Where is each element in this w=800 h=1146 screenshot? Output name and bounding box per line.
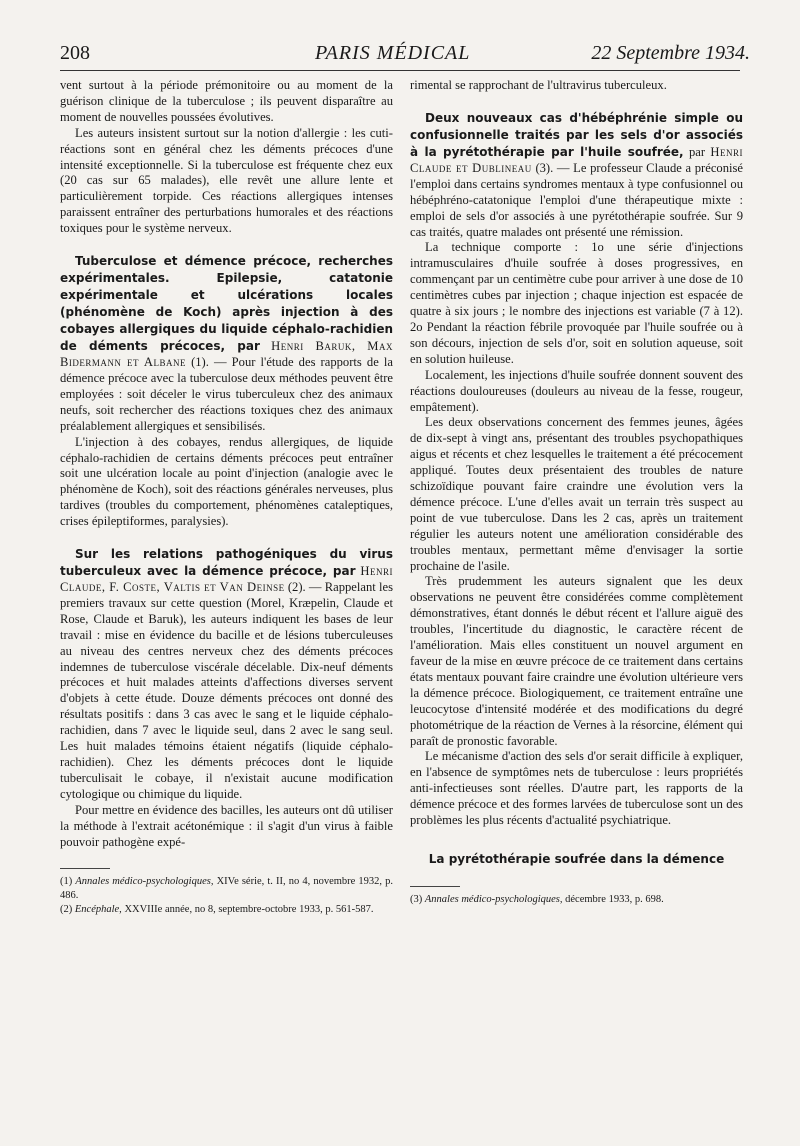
- paragraph: L'injection à des cobayes, rendus allergiques, de liquide céphalo-rachidien de certains déments précoces peut entraîner soit une ulcération locale au point d'injection (analogie avec le phénomène de Koch), soit des réactions générales nerveuses, plus tardives (troubles du comportement, phénomènes cataleptiques, crises épileptiformes, paralysies).: [60, 434, 393, 529]
- paragraph: Pour mettre en évidence des bacilles, les auteurs ont dû utiliser la méthode à l'extrait acétonémique : il s'agit d'un virus à faible pouvoir pathogène expé-: [60, 802, 393, 849]
- paragraph: rimental se rapprochant de l'ultravirus tuberculeux.: [410, 78, 667, 92]
- article-summary: [60, 253, 393, 435]
- paragraph: Le mécanisme d'action des sels d'or serait difficile à expliquer, en l'absence de symptômes nets de tuberculose : leurs propriétés anti-infectieuses sont réelles. D'autre part, les rapports de la démence précoce et des formes larvées de tuberculose sont un des problèmes les plus récents d'actualité psychiatrique.: [410, 749, 743, 828]
- article-authors: Henri Claude, F. Coste, Valtis et Van Deinse: [60, 564, 393, 595]
- article-title: Sur les relations pathogéniques du virus tuberculeux avec la démence précoce, par: [60, 547, 393, 579]
- running-head: PARIS MÉDICAL: [315, 42, 471, 64]
- paragraph: Localement, les injections d'huile soufrée donnent souvent des réactions douloureuses (douleurs au niveau de la fesse, rougeur, empâtement).: [410, 367, 743, 414]
- paragraph: Les auteurs insistent surtout sur la notion d'allergie : les cuti-réactions sont en général chez les déments précoces d'une intensité exceptionnelle. Si la tuberculose est fréquente chez eux (20 cas sur 65 malades), elle revêt une allure lente et particulièrement torpide. Ces réactions allergiques intenses paraissent entraîner des perturbations humorales et des réactions toxiques pour le système nerveux.: [60, 125, 393, 236]
- article-body: (3). — Le professeur Claude a préconisé l'emploi dans certains syndromes mentaux à type confusionnel ou hébéphréno-catatonique l'emploi d'une thérapeutique mixte : emploi de sels d'or associés à une pyrétothérapie soufrée. Sur 9 cas traités, quatre malades ont présenté une rémission.: [410, 160, 743, 239]
- article-title: Deux nouveaux cas d'hébéphrénie simple ou confusionnelle traités par les sels d'or associés à la pyrétothérapie par l'huile soufrée,: [410, 110, 743, 159]
- paragraph: Les deux observations concernent des femmes jeunes, âgées de dix-sept à vingt ans, présentant des troubles psychopathiques aigus et récents et chez lesquelles le traitement a été précocement appliqué. Toutes deux présentaient des troubles de nature schizoïdique pouvant faire craindre une évolution vers la démence précoce. L'une d'elles avait un terrain très suspect au point de vue tuberculose. Dans les 2 cas, après un traitement régulier les auteurs notent une amélioration considérable des troubles mentaux, permettant même d'envisager la sortie prochaine de l'asile.: [410, 415, 743, 573]
- issue-date: 22 Septembre 1934.: [591, 42, 750, 64]
- page-header: [60, 42, 750, 72]
- footnote: (1) Annales médico-psychologiques, XIVe série, t. II, no 4, novembre 1932, p. 486.: [60, 876, 394, 902]
- article-body: (1). — Pour l'étude des rapports de la démence précoce avec la tuberculose deux méthodes peuvent être employées : soit déceler le virus tuberculeux chez des animaux neufs, soit rechercher des réactions toxiques chez des animaux préalablement allergiques et sensibilisés.: [60, 355, 393, 433]
- footnote: (2) Encéphale, XXVIIIe année, no 8, septembre-octobre 1933, p. 561-587.: [60, 904, 374, 916]
- article-summary: [60, 546, 393, 803]
- article-title: La pyrétothérapie soufrée dans la démence: [428, 851, 725, 866]
- article-title: Tuberculose et démence précoce, recherches expérimentales. Epilepsie, catatonie expérimentale et ulcérations locales (phénomène de Koch) après injection à des cobayes allergiques du liquide céphalo-rachidien de déments précoces, par: [60, 254, 393, 354]
- article-summary: Deux nouveaux cas d'hébéphrénie simple ou confusionnelle traités par les sels d'or associés à la pyrétothérapie par l'huile soufrée, par Henri Claude et Dublineau (3). — Le professeur Claude a préconisé l'emploi dans certains syndromes mentaux à type confusionnel ou hébéphréno-catatonique l'emploi d'une thérapeutique mixte : emploi de sels d'or associés à une pyrétothérapie soufrée. Sur 9 cas traités, quatre malades ont présenté une rémission.: [410, 110, 743, 239]
- paragraph: vent surtout à la période prémonitoire ou au moment de la guérison clinique de la tuberculose ; ils peuvent disparaître au moment de nouvelles poussées évolutives.: [60, 78, 393, 124]
- paragraph: La technique comporte : 1o une série d'injections intramusculaires d'huile soufrée à doses progressives, en commençant par un centimètre cube pour arriver à une dose de 10 centimètres cubes par injection ; chaque injection est espacée de quatre à six jours ; le nombre des injections est variable (7 à 12). 2o Pendant la réaction fébrile provoquée par l'huile soufrée ou à son décours, injection de sels d'or, soit en solution aqueuse, soit en solution huileuse.: [410, 240, 743, 366]
- footnote: (3) Annales médico-psychologiques, décembre 1933, p. 698.: [410, 893, 664, 905]
- right-column: [410, 78, 743, 907]
- footnote-rule: [60, 868, 110, 869]
- page-number: 208: [60, 42, 90, 64]
- article-body: (2). — Rappelant les premiers travaux sur cette question (Morel, Kræpelin, Claude et Rose, Claude et Baruk), les auteurs indiquent les bases de leur travail : mise en évidence du bacille et de lésions tuberculeuses au niveau des centres nerveux chez des déments précoces indemnes de tuberculose viscérale décelable. Dix-neuf déments précoces et huit malades atteints d'affections diverses servent d'objets à cette étude. Douze déments précoces ont donné des résultats positifs : dans 3 cas avec le sang et le liquide céphalo-rachidien, dans 7 avec le liquide seul, dans 2 avec le sang seul. Les huit malades témoins étaient négatifs (liquide céphalo-rachidien). Chez les déments précoces dont le liquide tuberculisait le cobaye, il n'existait aucune modification cytologique ou chimique du liquide.: [60, 580, 394, 801]
- article-authors: Henri Baruk, Max Bidermann et Albane: [60, 339, 393, 370]
- header-rule: [60, 70, 740, 71]
- left-column: [60, 78, 393, 917]
- paragraph: Très prudemment les auteurs signalent que les deux observations ne peuvent être considérées comme complètement démonstratives, étant donnés le début récent et l'allure aiguë des troubles, l'incertitude du diagnostic, le caractère récent de l'amélioration. Mais elles constituent un nouvel argument en faveur de la mise en œuvre précoce de ce traitement dans certains états mentaux pouvant faire craindre une évolution ultérieure vers la démence précoce. Biologiquement, ce traitement entraîne une leucocytose d'intensité modérée et des modifications du degré photométrique de la réaction de Vernes à la résorcine, élément qui paraît de pronostic favorable.: [410, 574, 743, 748]
- footnote-rule: [410, 886, 460, 887]
- article-authors: Henri Claude et Dublineau: [410, 144, 743, 175]
